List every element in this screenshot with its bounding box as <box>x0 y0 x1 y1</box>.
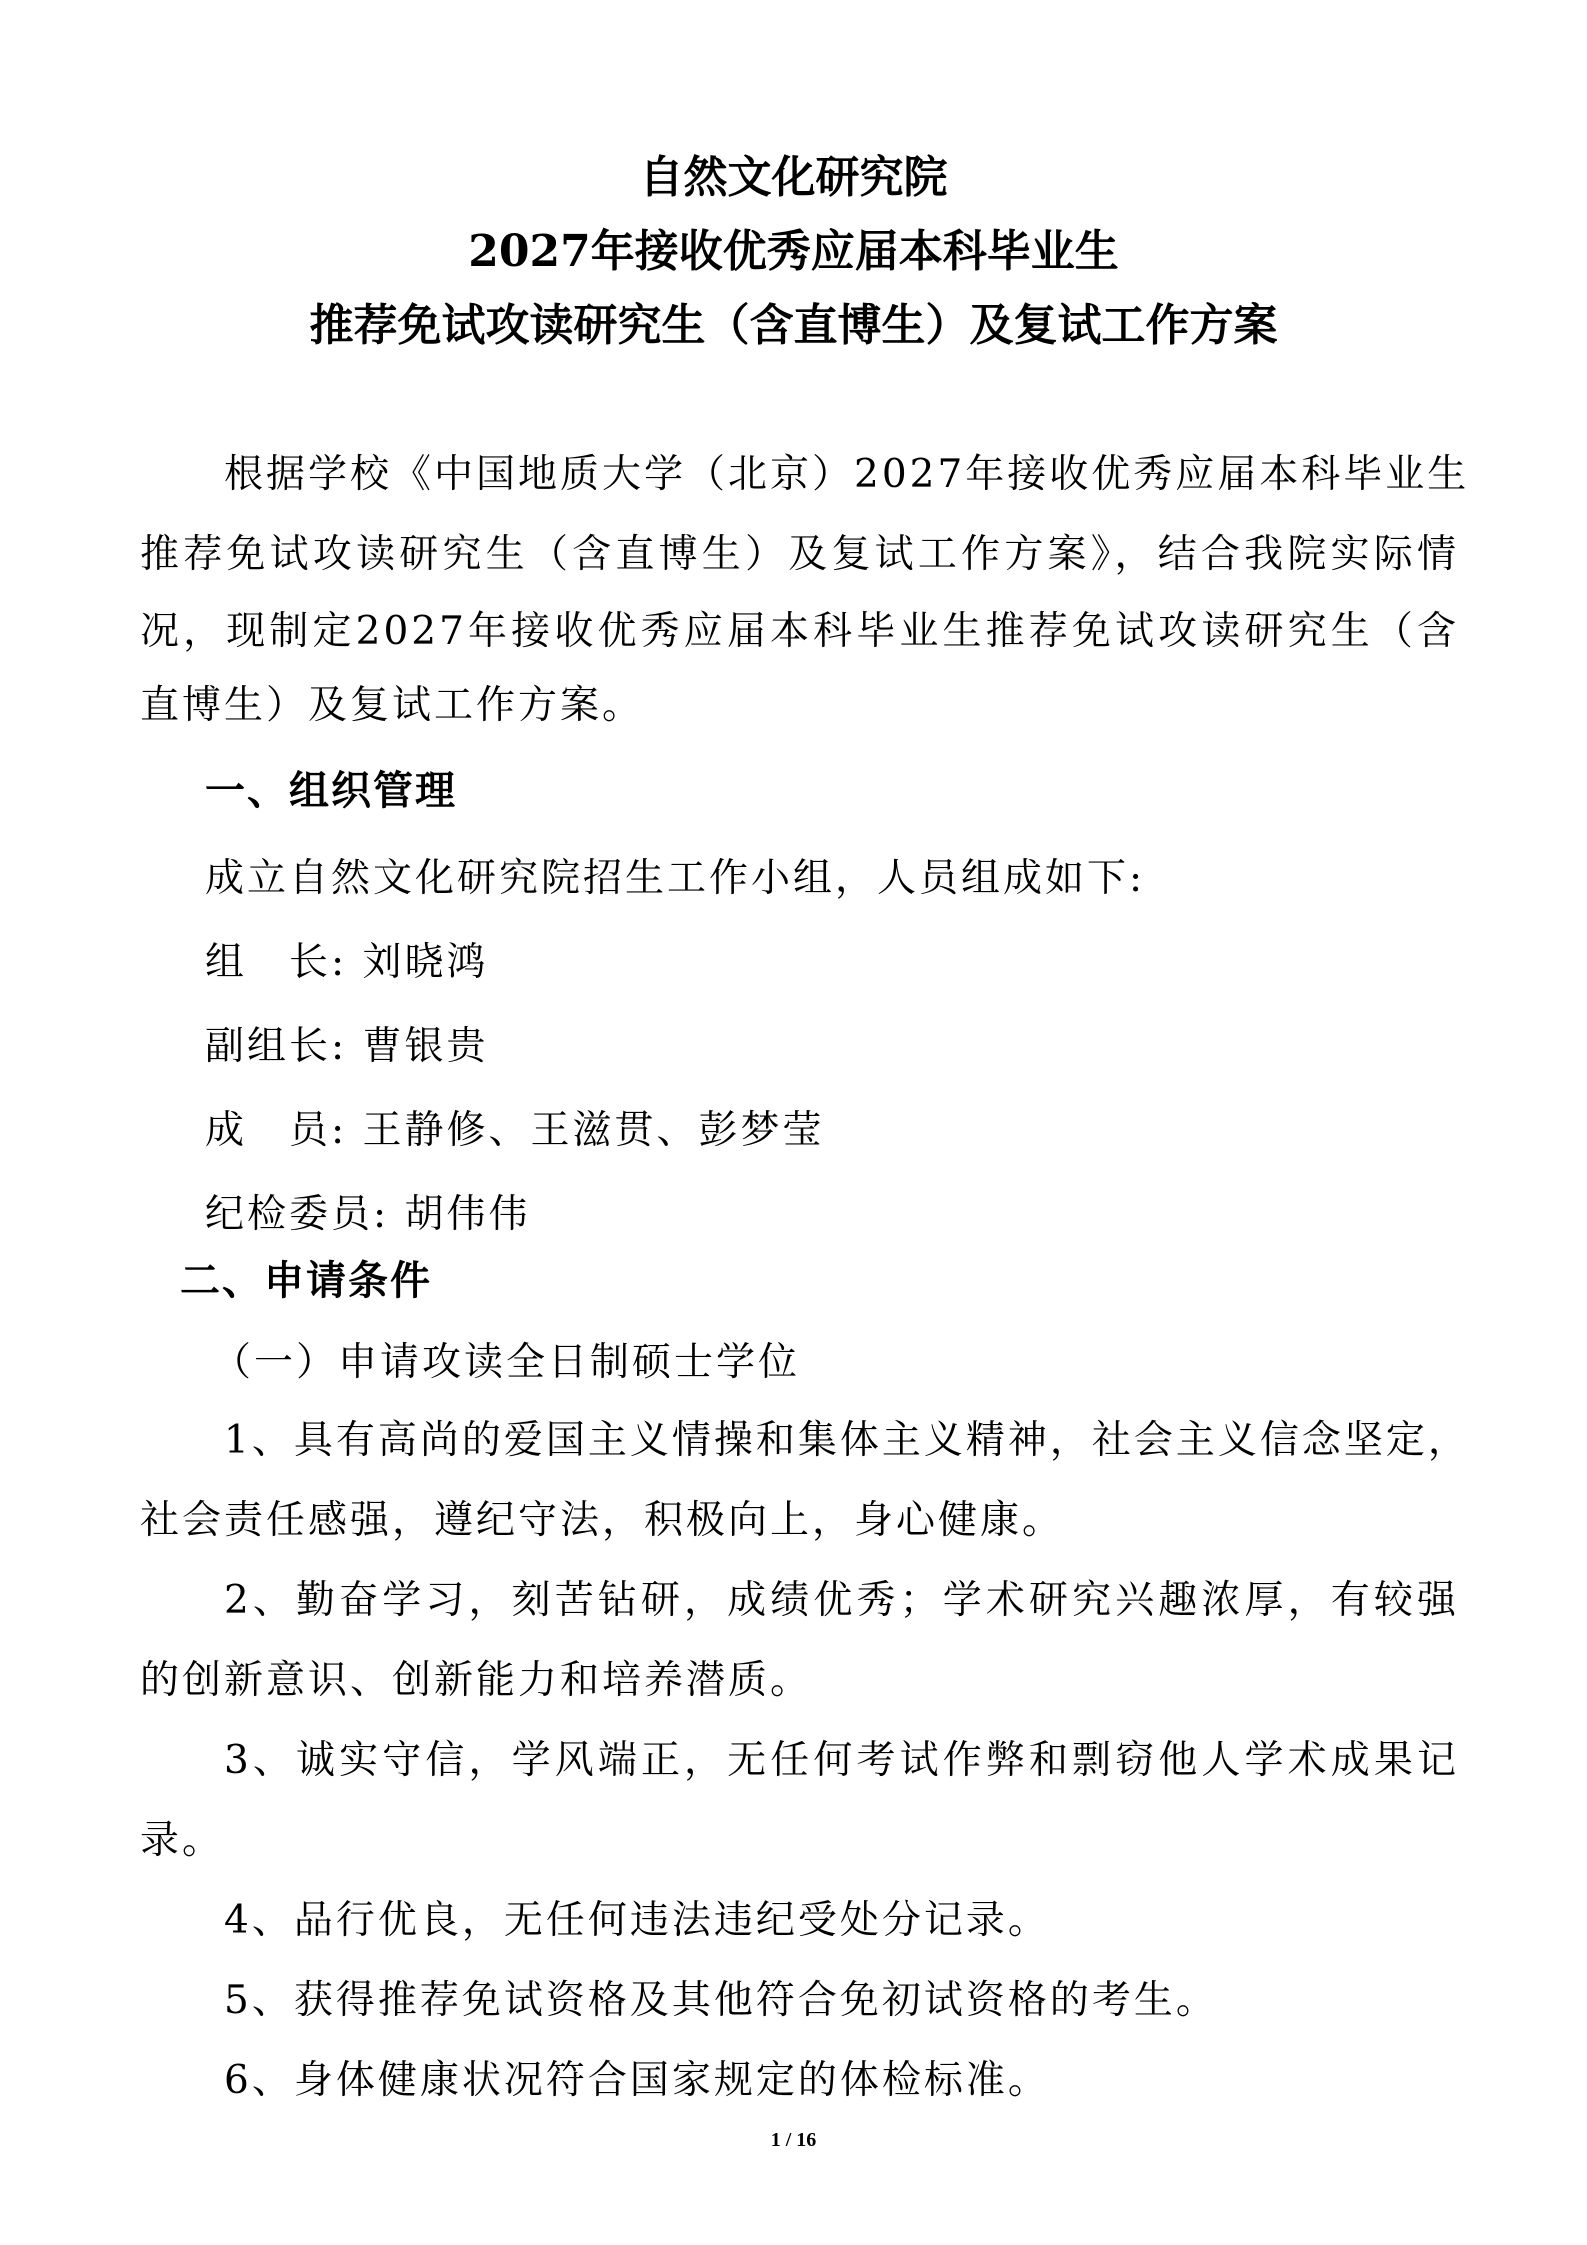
condition-4: 4、品行优良，无任何违法违纪受处分记录。 <box>224 1898 1050 1943</box>
member-leader: 组 长: 刘晓鸿 <box>205 940 489 985</box>
section-heading-conditions: 二、申请条件 <box>180 1258 432 1304</box>
condition-1-line-1: 1、具有高尚的爱国主义情操和集体主义精神，社会主义信念坚定， <box>224 1418 1470 1463</box>
condition-2-line-2: 的创新意识、创新能力和培养潜质。 <box>140 1658 813 1703</box>
title-line-1: 自然文化研究院 <box>639 152 948 203</box>
condition-5: 5、获得推荐免试资格及其他符合免初试资格的考生。 <box>224 1978 1218 2023</box>
member-deputy-leader: 副组长: 曹银贵 <box>205 1024 489 1069</box>
condition-3-line-1: 3、诚实守信，学风端正，无任何考试作弊和剽窃他人学术成果记 <box>224 1738 1459 1783</box>
intro-line-3: 况，现制定2027年接收优秀应届本科毕业生推荐免试攻读研究生（含 <box>140 609 1459 654</box>
page-number: 1 / 16 <box>770 2129 817 2151</box>
intro-line-4: 直博生）及复试工作方案。 <box>140 683 645 728</box>
subheading-masters: （一）申请攻读全日制硕士学位 <box>212 1340 801 1385</box>
title-line-2: 2027年接收优秀应届本科毕业生 <box>468 226 1119 277</box>
member-members: 成 员: 王静修、王滋贯、彭梦莹 <box>205 1108 825 1153</box>
condition-1-line-2: 社会责任感强，遵纪守法，积极向上，身心健康。 <box>140 1498 1065 1543</box>
section-heading-organization: 一、组织管理 <box>205 768 457 814</box>
condition-6: 6、身体健康状况符合国家规定的体检标准。 <box>224 2058 1050 2103</box>
member-discipline-inspector: 纪检委员: 胡伟伟 <box>205 1192 531 1237</box>
intro-line-2: 推荐免试攻读研究生（含直博生）及复试工作方案》，结合我院实际情 <box>140 532 1459 577</box>
section1-intro: 成立自然文化研究院招生工作小组，人员组成如下: <box>205 856 1146 901</box>
title-line-3: 推荐免试攻读研究生（含直博生）及复试工作方案 <box>309 300 1278 351</box>
intro-line-1: 根据学校《中国地质大学（北京）2027年接收优秀应届本科毕业生 <box>224 452 1470 497</box>
condition-3-line-2: 录。 <box>140 1818 225 1863</box>
condition-2-line-1: 2、勤奋学习，刻苦钻研，成绩优秀；学术研究兴趣浓厚，有较强 <box>224 1578 1459 1623</box>
